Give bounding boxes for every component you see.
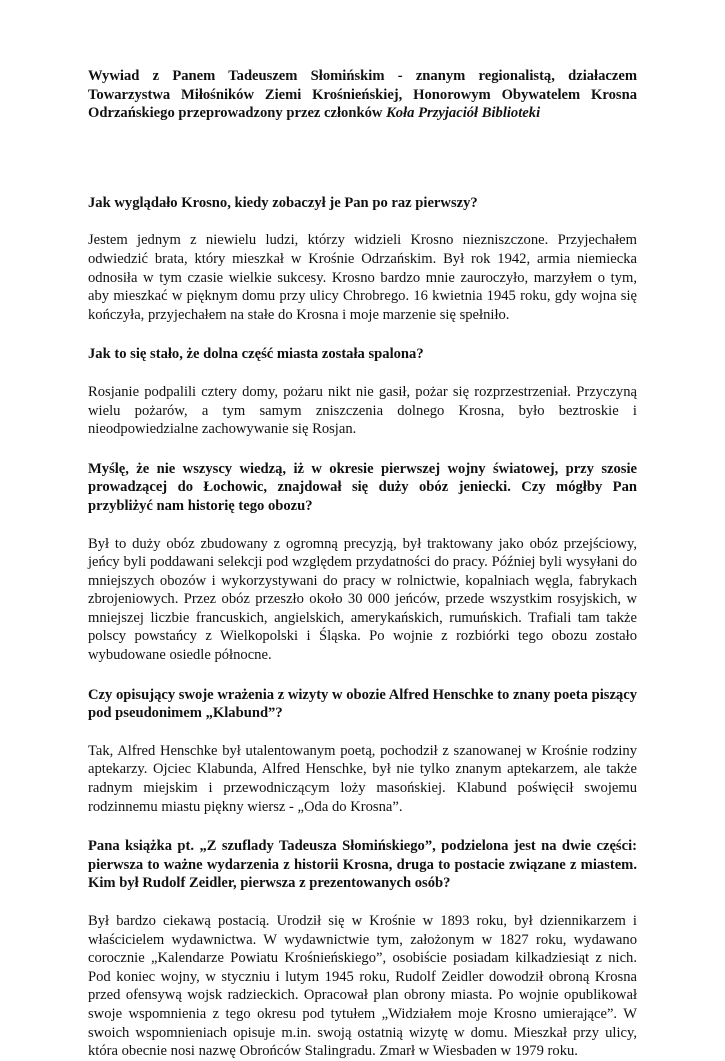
answer-1: Jestem jednym z niewielu ludzi, którzy widzieli Krosno niezniszczone. Przyjechałem odwiedzić brata, który mieszkał w Krośnie Odrzańskim. Był rok 1942, armia niemiecka odnosiła w tym czasie wielkie sukcesy. Krosno bardzo mnie zauroczyło, marzyłem o tym, aby mieszkać w pięknym domu przy ulicy Chrobrego. 16 kwietnia 1945 roku, gdy wojna się kończyła, przyjechałem na stałe do Krosna i moje marzenie się spełniło. [88,232,637,323]
document-heading [88,67,637,123]
question-4: Czy opisujący swoje wrażenia z wizyty w obozie Alfred Henschke to znany poeta piszący pod pseudonimem „Klabund”? [88,686,637,722]
heading-main-text: Wywiad z Panem Tadeuszem Słomińskim - znanym regionalistą, działaczem Towarzystwa Miłośników Ziemi Krośnieńskiej, Honorowym Obywatelem Krosna Odrzańskiego przeprowadzony przez członków [88,68,637,122]
qa-section-2 [88,345,637,438]
answer-3: Był to duży obóz zbudowany z ogromną precyzją, był traktowany jako obóz przejściowy, jeńcy byli poddawani selekcji pod względem przydatności do pracy. Później byli wysyłani do mniejszych obozów i wykorzystywani do pracy w rolnictwie, kopalniach węgla, fabrykach zbrojeniowych. Przez obóz przeszło około 30 000 jeńców, przede wszystkim rosyjskich, w mniejszej liczbie francuskich, angielskich, amerykańskich, rumuńskich. Trafiali tam także polscy powstańcy z Wielkopolski i Śląska. Po wojnie z rozbiórki tego obozu zostało wybudowane osiedle północne. [88,535,637,664]
qa-section-4 [88,686,637,817]
answer-4: Tak, Alfred Henschke był utalentowanym poetą, pochodził z szanowanej w Krośnie rodziny aptekarzy. Ojciec Klabunda, Alfred Henschke, był nie tylko znanym aptekarzem, ale także radnym miejskim i przewodniczącym loży masońskiej. Klabund poświęcił swojemu rodzinnemu miastu piękny wiersz - „Oda do Krosna”. [88,742,637,815]
question-5: Pana książka pt. „Z szuflady Tadeusza Słomińskiego”, podzielona jest na dwie części: pierwsza to ważne wydarzenia z historii Krosna, druga to postacie związane z miastem. Kim był Rudolf Zeidler, pierwsza z prezentowanych osób? [88,838,637,892]
qa-section-3 [88,460,637,665]
answer-2: Rosjanie podpalili cztery domy, pożaru nikt nie gasił, pożar się rozprzestrzeniał. Przyczyną wielu pożarów, a tym samym zniszczenia dolnego Krosna, było beztroskie i nieodpowiedzialne zachowywanie się Rosjan. [88,383,637,438]
question-2: Jak to się stało, że dolna część miasta została spalona? [88,346,424,363]
answer-5: Był bardzo ciekawą postacią. Urodził się w Krośnie w 1893 roku, był dziennikarzem i właścicielem wydawnictwa. W wydawnictwie tym, założonym w 1827 roku, wydawano corocznie „Kalendarze Powiatu Krośnieńskiego”, osobiście posiadam kilkadziesiąt z nich. Pod koniec wojny, w styczniu i lutym 1945 roku, Rudolf Zeidler dowodził obroną Krosna przed ofensywą wojsk radzieckich. Opracował plan obrony miasta. Po wojnie opublikował swoje wspomnienia z tego okresu pod tytułem „Widziałem moje Krosno umierające”. W swoich wspomnieniach opisuje m.in. swoją ostatnią wizytę w domu. Mieszkał przy ulicy, która obecnie nosi nazwę Obrońców Stalingradu. Zmarł w Wiesbaden w 1979 roku. [88,913,637,1060]
heading-italic-text: Koła Przyjaciół Biblioteki [386,105,541,122]
question-3: Myślę, że nie wszyscy wiedzą, iż w okresie pierwszej wojny światowej, przy szosie prowadzącej do Łochowic, znajdował się duży obóz jeniecki. Czy mógłby Pan przybliżyć nam historię tego obozu? [88,460,637,514]
qa-section-5 [88,837,637,1061]
question-1: Jak wyglądało Krosno, kiedy zobaczył je Pan po raz pierwszy? [88,194,478,211]
qa-section-1 [88,194,637,325]
